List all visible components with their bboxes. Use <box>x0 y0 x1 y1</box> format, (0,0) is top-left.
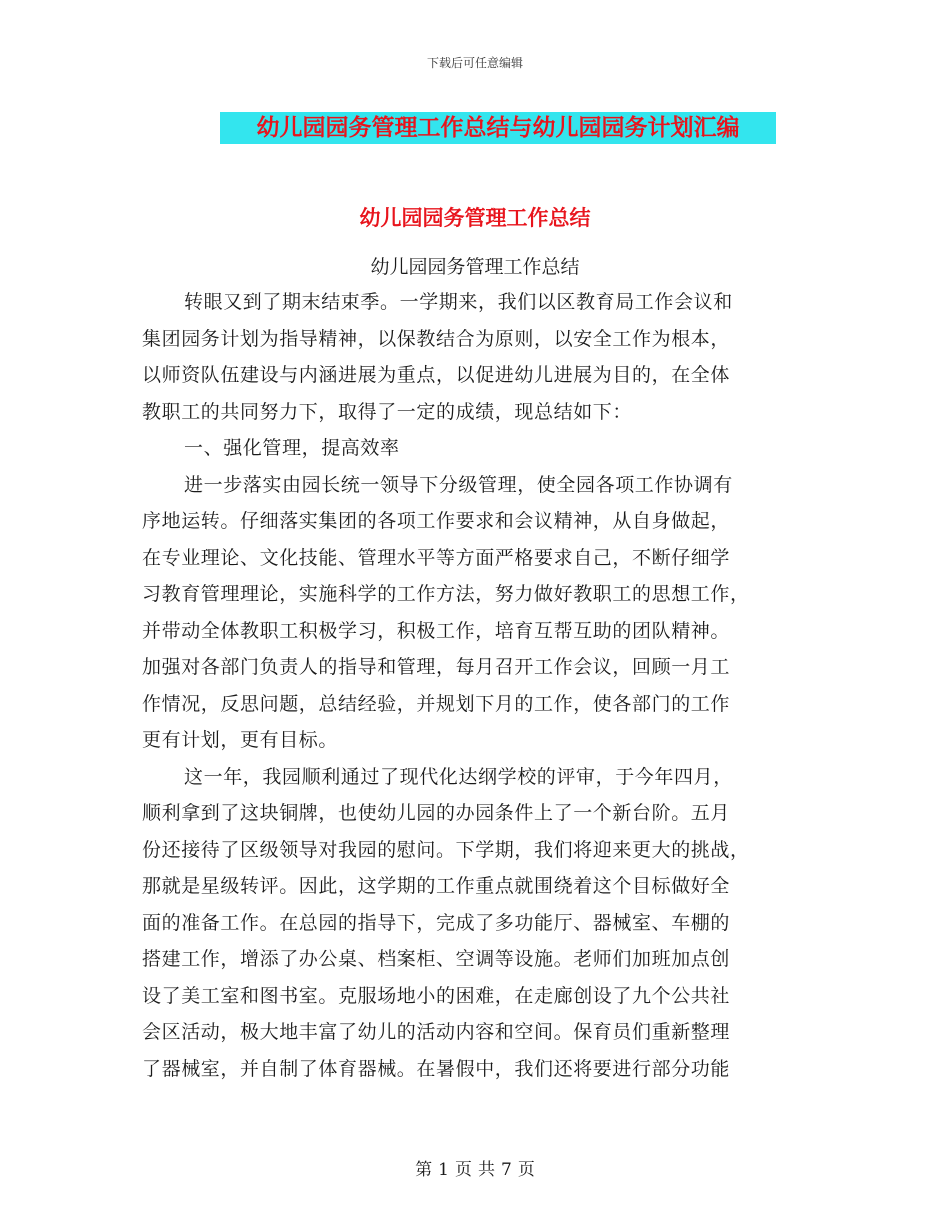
section-title: 幼儿园园务管理工作总结 <box>359 206 591 230</box>
paragraph-line: 进一步落实由园长统一领导下分级管理，使全园各项工作协调有 <box>184 473 733 496</box>
paragraph-line: 那就是星级转评。因此，这学期的工作重点就围绕着这个目标做好全 <box>142 875 731 897</box>
section-heading-line: 一、强化管理，提高效率 <box>184 437 400 459</box>
paragraph-line: 集团园务计划为指导精神，以保教结合为原则，以安全工作为根本， <box>142 327 731 350</box>
footer-prefix: 第 <box>415 1160 433 1180</box>
paragraph-line: 面的准备工作。在总园的指导下，完成了多功能厅、器械室、车棚的 <box>142 911 731 934</box>
body-text <box>142 284 810 1087</box>
paragraph-line: 在专业理论、文化技能、管理水平等方面严格要求自己，不断仔细学 <box>142 546 731 569</box>
footer-total-word: 共 <box>478 1160 495 1180</box>
paragraph-line: 转眼又到了期末结束季。一学期来，我们以区教育局工作会议和 <box>184 291 733 313</box>
paragraph-line: 了器械室，并自制了体育器械。在暑假中，我们还将要进行部分功能 <box>142 1057 731 1080</box>
paragraph-line: 并带动全体教职工积极学习，积极工作，培育互帮互助的团队精神。 <box>142 619 731 642</box>
footer-suffix: 页 <box>517 1160 535 1180</box>
page-footer <box>0 1155 950 1180</box>
footer-page-word: 页 <box>455 1160 472 1180</box>
paragraph-line: 序地运转。仔细落实集团的各项工作要求和会议精神，从自身做起， <box>142 510 731 532</box>
paragraph-line: 这一年，我园顺利通过了现代化达纲学校的评审，于今年四月， <box>184 765 733 788</box>
header-note: 下载后可任意编辑 <box>426 56 523 70</box>
main-title: 幼儿园园务管理工作总结与幼儿园园务计划汇编 <box>256 115 740 141</box>
sub-title: 幼儿园园务管理工作总结 <box>370 256 580 278</box>
paragraph-line: 会区活动，极大地丰富了幼儿的活动内容和空间。保育员们重新整理 <box>142 1021 731 1043</box>
paragraph-line: 作情况，反思问题，总结经验，并规划下月的工作，使各部门的工作 <box>142 692 731 715</box>
paragraph-line: 以师资队伍建设与内涵进展为重点，以促进幼儿进展为目的，在全体 <box>142 364 731 386</box>
paragraph-line: 设了美工室和图书室。克服场地小的困难，在走廊创设了九个公共社 <box>142 984 731 1007</box>
main-title-highlight <box>220 112 776 144</box>
current-page-number: 1 <box>438 1160 449 1180</box>
paragraph-line: 顺利拿到了这块铜牌，也使幼儿园的办园条件上了一个新台阶。五月 <box>142 802 731 824</box>
paragraph-line: 加强对各部门负责人的指导和管理，每月召开工作会议，回顾一月工 <box>142 656 731 678</box>
total-page-count: 7 <box>501 1160 512 1180</box>
paragraph-line: 习教育管理理论，实施科学的工作方法，努力做好教职工的思想工作， <box>142 583 750 605</box>
paragraph-line: 更有计划，更有目标。 <box>142 729 339 751</box>
paragraph-line: 教职工的共同努力下，取得了一定的成绩，现总结如下： <box>142 400 633 423</box>
paragraph-line: 份还接待了区级领导对我园的慰问。下学期，我们将迎来更大的挑战， <box>142 838 750 861</box>
paragraph-line: 搭建工作，增添了办公桌、档案柜、空调等设施。老师们加班加点创 <box>142 948 731 970</box>
